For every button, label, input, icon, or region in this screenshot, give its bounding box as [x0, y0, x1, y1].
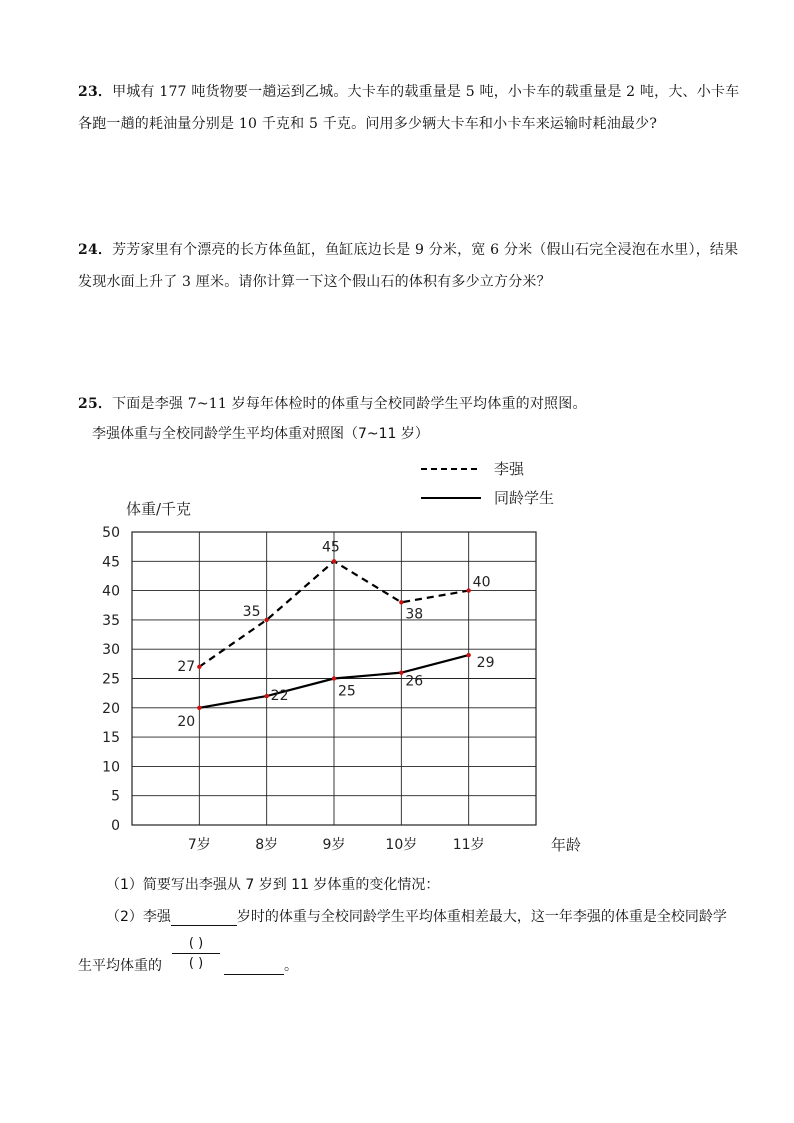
- y-tick-label: 45: [102, 554, 120, 571]
- chart-title: 李强体重与全校同龄学生平均体重对照图（7~11 岁）: [92, 426, 429, 442]
- data-point: [332, 676, 336, 680]
- fraction-numerator[interactable]: ( ): [188, 936, 204, 951]
- question-text-line: 芳芳家里有个漂亮的长方体鱼缸，鱼缸底边长是 9 分米，宽 6 分米（假山石完全浸泡在水里），结果: [112, 242, 739, 258]
- data-label: 40: [472, 574, 491, 591]
- question-text-line: 发现水面上升了 3 厘米。请你计算一下这个假山石的体积有多少立方分米？: [78, 274, 551, 290]
- data-point: [466, 653, 470, 657]
- fraction-bar: [172, 953, 220, 954]
- y-tick-label: 35: [102, 612, 120, 629]
- y-tick-label: 10: [102, 759, 120, 776]
- data-label: 29: [476, 655, 495, 672]
- fraction-answer: [172, 936, 220, 971]
- legend-label: 同龄学生: [494, 489, 555, 507]
- sub-question-2-continued: [78, 955, 162, 975]
- sub-question-2: [106, 906, 746, 926]
- y-tick-label: 50: [102, 525, 120, 541]
- data-label: 25: [338, 683, 356, 700]
- y-tick-label: 0: [111, 818, 120, 834]
- line-chart: [96, 455, 582, 865]
- data-label: 35: [242, 603, 261, 620]
- data-point: [264, 618, 268, 622]
- question-text-line: 甲城有 177 吨货物要一趟运到乙城。大卡车的载重量是 5 吨，小卡车的载重量是 2 吨，大、小卡车: [112, 84, 740, 100]
- y-tick-label: 30: [102, 642, 120, 659]
- data-label: 45: [322, 539, 340, 556]
- question-text-line: 下面是李强 7~11 岁每年体检时的体重与全校同龄学生平均体重的对照图。: [112, 396, 587, 412]
- sub-question-1: （1）简要写出李强从 7 岁到 11 岁体重的变化情况：: [106, 877, 440, 893]
- sub-question-2-tail: 生平均体重的: [78, 958, 162, 974]
- y-tick-label: 20: [102, 700, 120, 717]
- end-mark: 。: [284, 958, 298, 974]
- y-tick-label: 15: [102, 730, 120, 747]
- y-tick-label: 40: [102, 583, 120, 600]
- data-point: [332, 559, 336, 563]
- x-tick-label: 8岁: [255, 837, 279, 853]
- y-tick-label: 5: [111, 788, 120, 805]
- y-axis-title: 体重/千克: [126, 500, 192, 518]
- data-point: [264, 694, 268, 698]
- data-point: [197, 706, 201, 710]
- answer-blank-ratio[interactable]: [224, 958, 284, 975]
- question-25: [78, 388, 746, 420]
- data-label: 27: [177, 658, 196, 675]
- x-tick-label: 7岁: [187, 837, 211, 853]
- data-point: [399, 670, 403, 674]
- x-axis-title: 年龄: [550, 836, 582, 854]
- x-tick-label: 10岁: [385, 837, 418, 853]
- data-label: 26: [405, 673, 424, 690]
- answer-blank-age[interactable]: [171, 909, 237, 926]
- x-tick-label: 9岁: [322, 837, 346, 853]
- question-23: [78, 76, 746, 140]
- data-point: [197, 665, 201, 669]
- question-number: 23．: [78, 84, 113, 100]
- question-24: [78, 234, 746, 298]
- question-number: 25．: [78, 396, 113, 412]
- y-tick-label: 25: [102, 671, 120, 688]
- x-tick-label: 11岁: [452, 837, 485, 853]
- legend-label: 李强: [494, 460, 525, 478]
- sub-question-2-prefix: （2）李强: [106, 909, 171, 925]
- question-number: 24．: [78, 242, 113, 258]
- data-label: 38: [405, 606, 424, 623]
- fraction-denominator[interactable]: ( ): [188, 956, 204, 971]
- sub-question-2-text: 岁时的体重与全校同龄学生平均体重相差最大，这一年李强的体重是全校同龄学: [236, 909, 727, 925]
- data-point: [399, 600, 403, 604]
- question-text-line: 各跑一趟的耗油量分别是 10 千克和 5 千克。问用多少辆大卡车和小卡车来运输时耗油最少?: [78, 116, 658, 132]
- data-point: [466, 588, 470, 592]
- data-label: 22: [270, 688, 289, 705]
- answer-blank-ratio-wrap: [224, 955, 298, 975]
- data-label: 20: [177, 713, 196, 730]
